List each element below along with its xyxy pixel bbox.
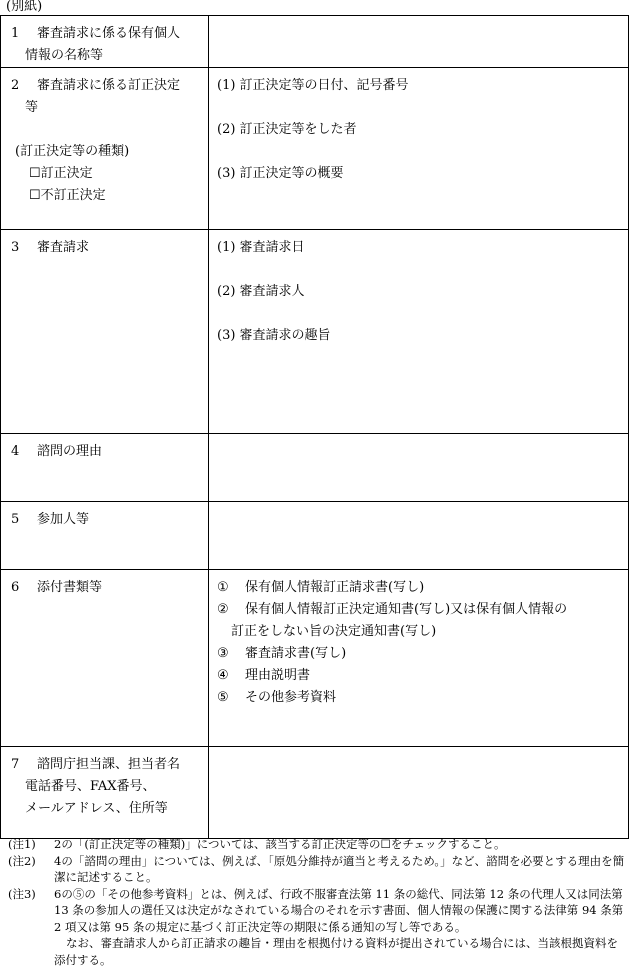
entry-cell[interactable] bbox=[209, 570, 629, 747]
table-row bbox=[1, 502, 629, 570]
attachment-mark: ③ bbox=[217, 646, 229, 661]
row-label: 審査請求に係る保有個人 bbox=[37, 26, 181, 41]
row-label: 諮問庁担当課、担当者名 bbox=[37, 757, 181, 772]
row-number: 7 bbox=[11, 757, 20, 772]
list-item: (2) 訂正決定等をした者 bbox=[217, 122, 357, 137]
attachment-item: その他参考資料 bbox=[245, 690, 337, 705]
note bbox=[8, 853, 628, 886]
attachment-mark: ② bbox=[217, 602, 229, 617]
row-label: 等 bbox=[25, 100, 39, 115]
attachment-item: 理由説明書 bbox=[245, 668, 311, 683]
note-tag: (注3) bbox=[8, 886, 36, 901]
entry-cell[interactable] bbox=[209, 16, 629, 68]
table-row bbox=[1, 747, 629, 839]
row-number: 1 bbox=[11, 26, 20, 41]
note-text: なお、審査請求人から訂正請求の趣旨・理由を根拠付ける資料が提出されている場合には、当該根拠資料を添付する。 bbox=[54, 936, 618, 967]
row-number: 2 bbox=[11, 78, 20, 93]
table-row bbox=[1, 16, 629, 68]
attachment-item: 審査請求書(写し) bbox=[245, 646, 347, 661]
list-item: (1) 審査請求日 bbox=[217, 240, 305, 255]
list-item: (3) 訂正決定等の概要 bbox=[217, 166, 344, 181]
row-number: 5 bbox=[11, 512, 20, 527]
row-number: 4 bbox=[11, 444, 20, 459]
row-label: 審査請求に係る訂正決定 bbox=[37, 78, 181, 93]
row-label: 審査請求 bbox=[37, 240, 90, 255]
note-text: 6の⑤の「その他参考資料」とは、例えば、行政不服審査法第 11 条の総代、同法第 12 条の代理人又は同法第 13 条の参加人の選任又は決定がなされている場合のそれを示す書面、個人情報の保護に関する法律第 94 条第 2 項又は第 95 条の規定に基づく訂正決定等の期限に係る通知の写し等である。 bbox=[54, 886, 624, 934]
row-label: メールアドレス、住所等 bbox=[25, 801, 168, 816]
entry-cell[interactable] bbox=[209, 434, 629, 502]
table-row bbox=[1, 570, 629, 747]
entry-cell[interactable] bbox=[209, 747, 629, 839]
checkbox-correction[interactable]: ☐訂正決定 bbox=[29, 166, 93, 181]
notes-section bbox=[8, 836, 628, 968]
table-row bbox=[1, 230, 629, 434]
table-row bbox=[1, 434, 629, 502]
attachment-item: 保有個人情報訂正請求書(写し) bbox=[245, 580, 425, 595]
decision-type-title: (訂正決定等の種類) bbox=[15, 144, 130, 159]
entry-cell[interactable] bbox=[209, 68, 629, 230]
row-label: 参加人等 bbox=[37, 512, 90, 527]
list-item: (2) 審査請求人 bbox=[217, 284, 305, 299]
note bbox=[8, 836, 628, 853]
entry-cell[interactable] bbox=[209, 502, 629, 570]
list-item: (1) 訂正決定等の日付、記号番号 bbox=[217, 78, 409, 93]
note-text: 2の「(訂正決定等の種類)」については、該当する訂正決定等の☐をチェックすること。 bbox=[54, 837, 506, 851]
row-label: 諮問の理由 bbox=[37, 444, 103, 459]
attachment-item: 保有個人情報訂正決定通知書(写し)又は保有個人情報の bbox=[245, 602, 568, 617]
note-tag: (注1) bbox=[8, 837, 36, 851]
table-row bbox=[1, 68, 629, 230]
checkbox-non-correction[interactable]: ☐不訂正決定 bbox=[29, 188, 106, 203]
note bbox=[8, 886, 628, 969]
row-number: 6 bbox=[11, 580, 20, 595]
form-table bbox=[0, 15, 629, 839]
note-text: 4の「諮問の理由」については、例えば、「原処分維持が適当と考えるため。」など、諮問を必要とする理由を簡潔に記述すること。 bbox=[54, 853, 625, 884]
row-label: 情報の名称等 bbox=[25, 48, 104, 63]
entry-cell[interactable] bbox=[209, 230, 629, 434]
page-label: (別紙) bbox=[6, 0, 43, 14]
attachment-item-continued: 訂正をしない旨の決定通知書(写し) bbox=[231, 624, 437, 639]
attachment-mark: ① bbox=[217, 580, 229, 595]
row-label: 電話番号、FAX番号、 bbox=[25, 779, 156, 794]
list-item: (3) 審査請求の趣旨 bbox=[217, 328, 331, 343]
note-tag: (注2) bbox=[8, 853, 36, 868]
row-number: 3 bbox=[11, 240, 20, 255]
attachment-mark: ④ bbox=[217, 668, 229, 683]
attachment-mark: ⑤ bbox=[217, 690, 229, 705]
row-label: 添付書類等 bbox=[37, 580, 103, 595]
